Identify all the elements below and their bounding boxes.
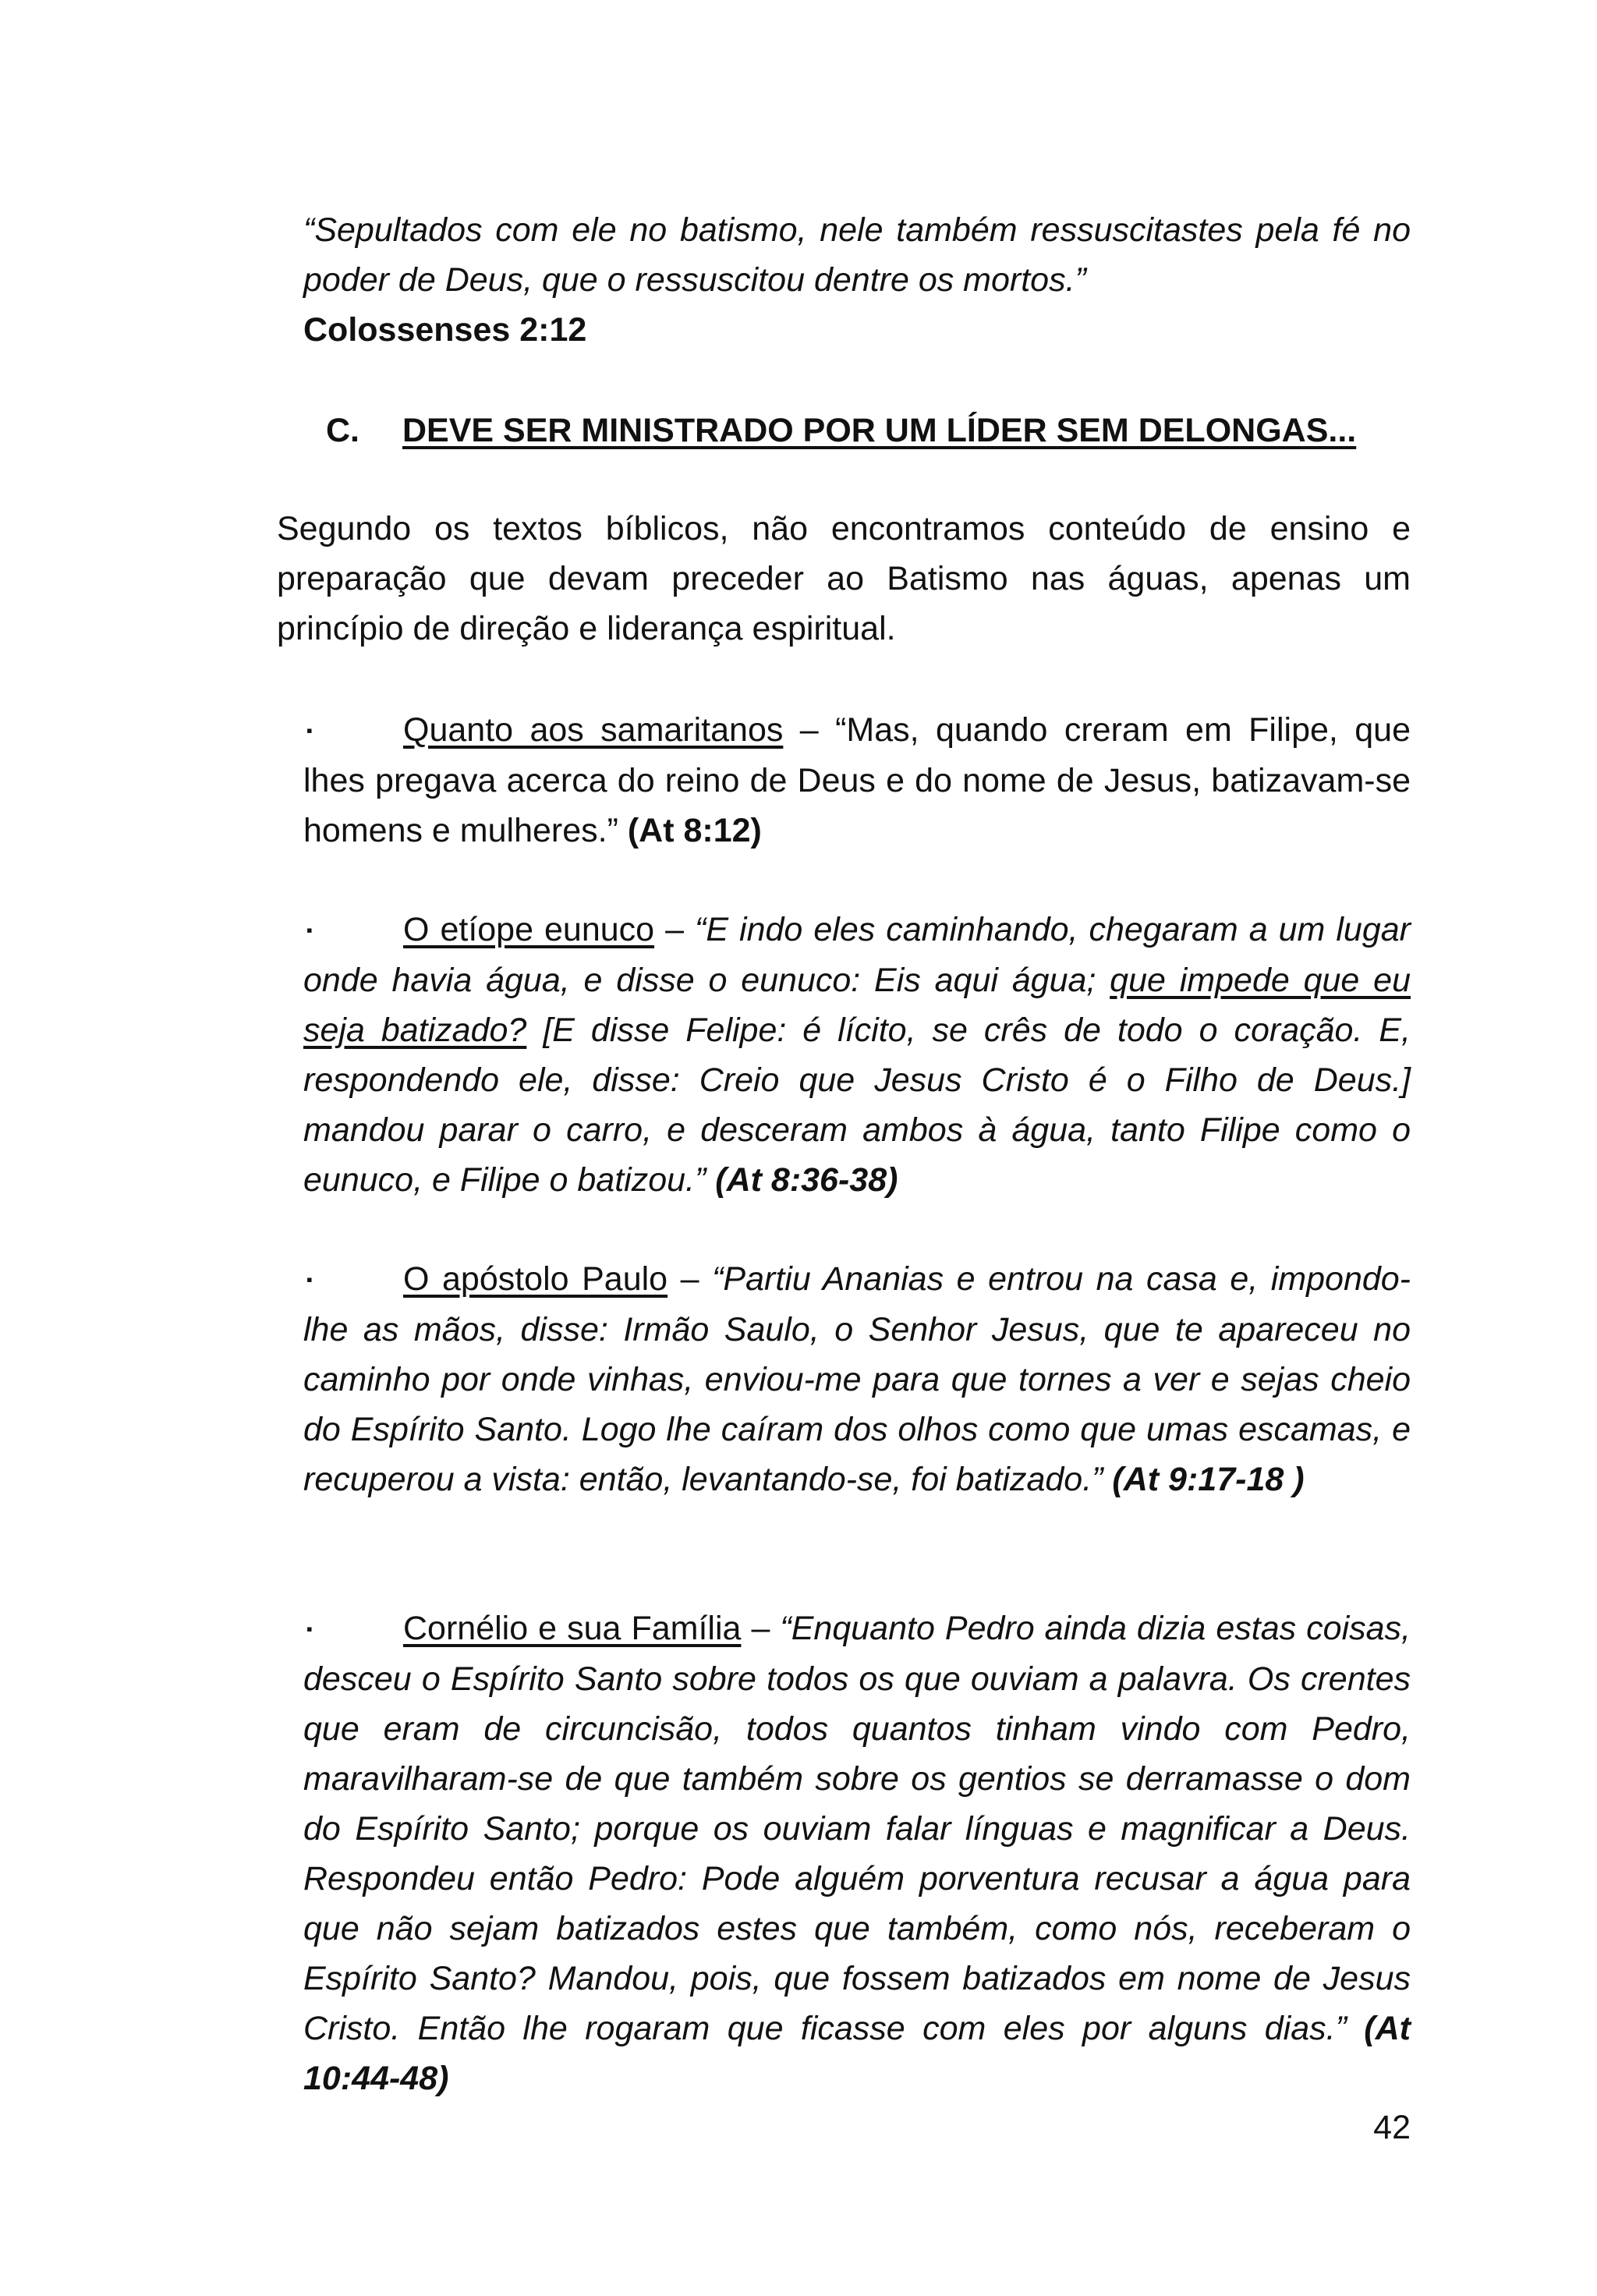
item-reference: (At 9:17-18 ) [1112,1461,1305,1498]
item-dash: – [783,711,836,749]
item-underlined-text: que impede que eu seja batizado? [303,962,1411,1049]
bullet-square-icon: ▪ [306,1270,313,1289]
item-name: O apóstolo Paulo [403,1260,668,1298]
item-name: Quanto aos samaritanos [403,711,784,749]
item-text: “Mas, quando creram em Filipe, que lhes pregava acerca do reino de Deus e do nome de Jesus, batizavam-se homens e mulheres.” [303,711,1411,849]
bullet-square-icon: ▪ [306,721,313,740]
bullet-square-icon: ▪ [306,1619,313,1639]
intro-paragraph: Segundo os textos bíblicos, não encontramos conteúdo de ensino e preparação que devam preceder ao Batismo nas águas, apenas um princípio de direção e liderança espiritual. [277,510,1411,647]
list-item [303,1254,1411,1504]
item-reference: (At 10:44-48) [303,2010,1411,2097]
item-text-continued: [E disse Felipe: é lícito, se crês de todo o coração. E, respondendo ele, disse: Creio que Jesus Cristo é o Filho de Deus.] mandou parar o carro, e desceram ambos à água, tanto Filipe como o eunuco, e Filipe o batizou.” [303,1012,1411,1199]
item-dash: – [741,1610,781,1647]
list-item [303,705,1411,856]
section-heading [326,406,1356,455]
item-reference: (At 8:36-38) [715,1161,898,1199]
item-text: “E indo eles caminhando, chegaram a um lugar onde havia água, e disse o eunuco: Eis aqui água; [303,911,1411,999]
bullet-square-icon: ▪ [306,920,313,940]
item-reference: (At 8:12) [627,812,762,849]
section-title: DEVE SER MINISTRADO POR UM LÍDER SEM DELONGAS... [402,412,1357,449]
top-quote-reference: Colossenses 2:12 [303,311,587,349]
list-item [303,1603,1411,2103]
item-text: “Enquanto Pedro ainda dizia estas coisas, desceu o Espírito Santo sobre todos os que ouviam a palavra. Os crentes que eram de circuncisão, todos quantos tinham vindo com Pedro, maravilharam-se de que também sobre os gentios se derramasse o dom do Espírito Santo; porque os ouviam falar línguas e magnificar a Deus. Respondeu então Pedro: Pode alguém porventura recusar a água para que não sejam batizados estes que também, como nós, receberam o Espírito Santo? Mandou, pois, que fossem batizados em nome de Jesus Cristo. Então lhe rogaram que ficasse com eles por alguns dias.” [303,1610,1411,2047]
top-bible-quote [303,205,1411,305]
section-letter: C. [326,412,359,449]
page-number: 42 [1373,2109,1411,2146]
item-text: “Partiu Ananias e entrou na casa e, impondo-lhe as mãos, disse: Irmão Saulo, o Senhor Jesus, que te apareceu no caminho por onde vinhas, enviou-me para que tornes a ver e sejas cheio do Espírito Santo. Logo lhe caíram dos olhos como que umas escamas, e recuperou a vista: então, levantando-se, foi batizado.” [303,1260,1411,1498]
item-name: O etíope eunuco [403,911,655,948]
item-dash: – [654,911,696,948]
list-item [303,905,1411,1205]
top-quote-text: “Sepultados com ele no batismo, nele também ressuscitastes pela fé no poder de Deus, que o ressuscitou dentre os mortos.” [303,211,1411,299]
item-dash: – [667,1260,713,1298]
item-name: Cornélio e sua Família [403,1610,742,1647]
